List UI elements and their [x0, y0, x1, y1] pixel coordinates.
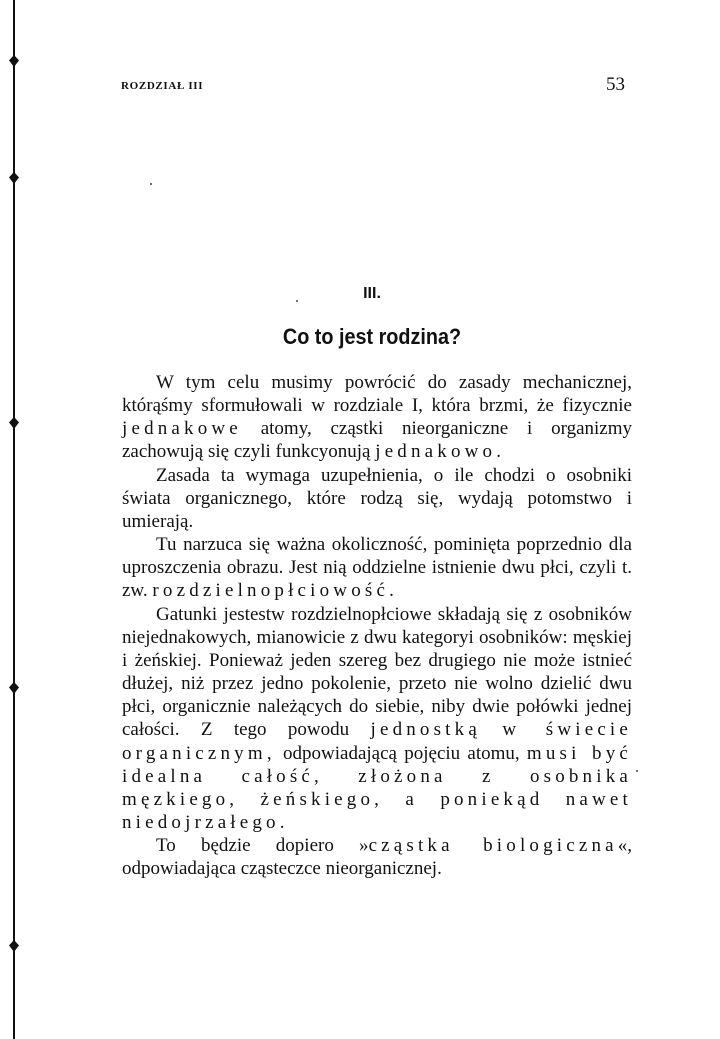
text-run: odpowiadającą pojęciu atomu, [275, 742, 527, 764]
chapter-number: III. [363, 285, 381, 302]
text-run: «, odpowiadająca cząsteczce nieorganicznej. [122, 835, 632, 880]
text-run: Gatunki jestestw rozdzielnopłciowe składają się z osobników niejednakowych, mianowicie z dwu kategoryi osobników: męskiej i żeńskiej. Ponieważ jeden szereg bez drugiego nie może istnieć dłużej, niż przez jedno pokolenie, przeto nie wolno dzielić dwu płci, organicznie należących do siebie, niby dwie połówki jednej całości. Z tego powodu [122, 603, 632, 741]
paragraph [122, 464, 632, 533]
scan-speck [150, 183, 152, 185]
spaced-emphasis: w świecie organicznym, [122, 719, 633, 764]
text-run: To będzie dopiero » [156, 835, 369, 857]
text-run: atomy, cząstki nieorganiczne i organizmy zachowują się czyli funkcyonują [122, 418, 632, 463]
text-run [481, 719, 502, 740]
text-run: Zasada ta wymaga uzupełnienia, o ile chodzi o osobniki świata organicznego, które rodzą się, wydają potomstwo i umierają. [122, 464, 632, 532]
paragraph [122, 533, 632, 602]
text-run: W tym celu musimy powrócić do zasady mechanicznej, którąśmy sformułowali w rozdziale I, która brzmi, że fizycznie [122, 372, 632, 417]
page-number: 53 [606, 74, 625, 95]
paragraph [122, 834, 632, 880]
scan-speck [636, 770, 638, 772]
spaced-emphasis: jednostką [370, 719, 481, 741]
binding-tab-mark [9, 172, 19, 184]
spaced-emphasis: musi być idealna całość, złożona z osobnika męzkiego, żeńskiego, a poniekąd nawet niedojrzałego. [122, 742, 633, 833]
chapter-title: Co to jest rodzina? [282, 324, 462, 349]
spaced-emphasis: cząstka biologiczna [368, 835, 618, 857]
spaced-emphasis: jednakowe [122, 418, 242, 440]
spaced-emphasis: jednakowo. [375, 441, 506, 463]
binding-tab-mark [9, 682, 19, 694]
scan-binding-edge [13, 0, 15, 1039]
paragraph [122, 603, 632, 835]
running-head: ROZDZIAŁ III [121, 80, 204, 92]
spaced-emphasis: rozdzielnopłciowość. [152, 580, 398, 602]
body-text [122, 371, 632, 880]
text-run: Tu narzuca się ważna okoliczność, pominięta poprzednio dla uproszczenia obrazu. Jest nią oddzielne istnienie dwu płci, czyli t. zw. [122, 534, 632, 602]
binding-tab-mark [9, 417, 19, 429]
binding-tab-mark [9, 940, 19, 952]
binding-tab-mark [9, 55, 19, 67]
paragraph [122, 371, 632, 464]
